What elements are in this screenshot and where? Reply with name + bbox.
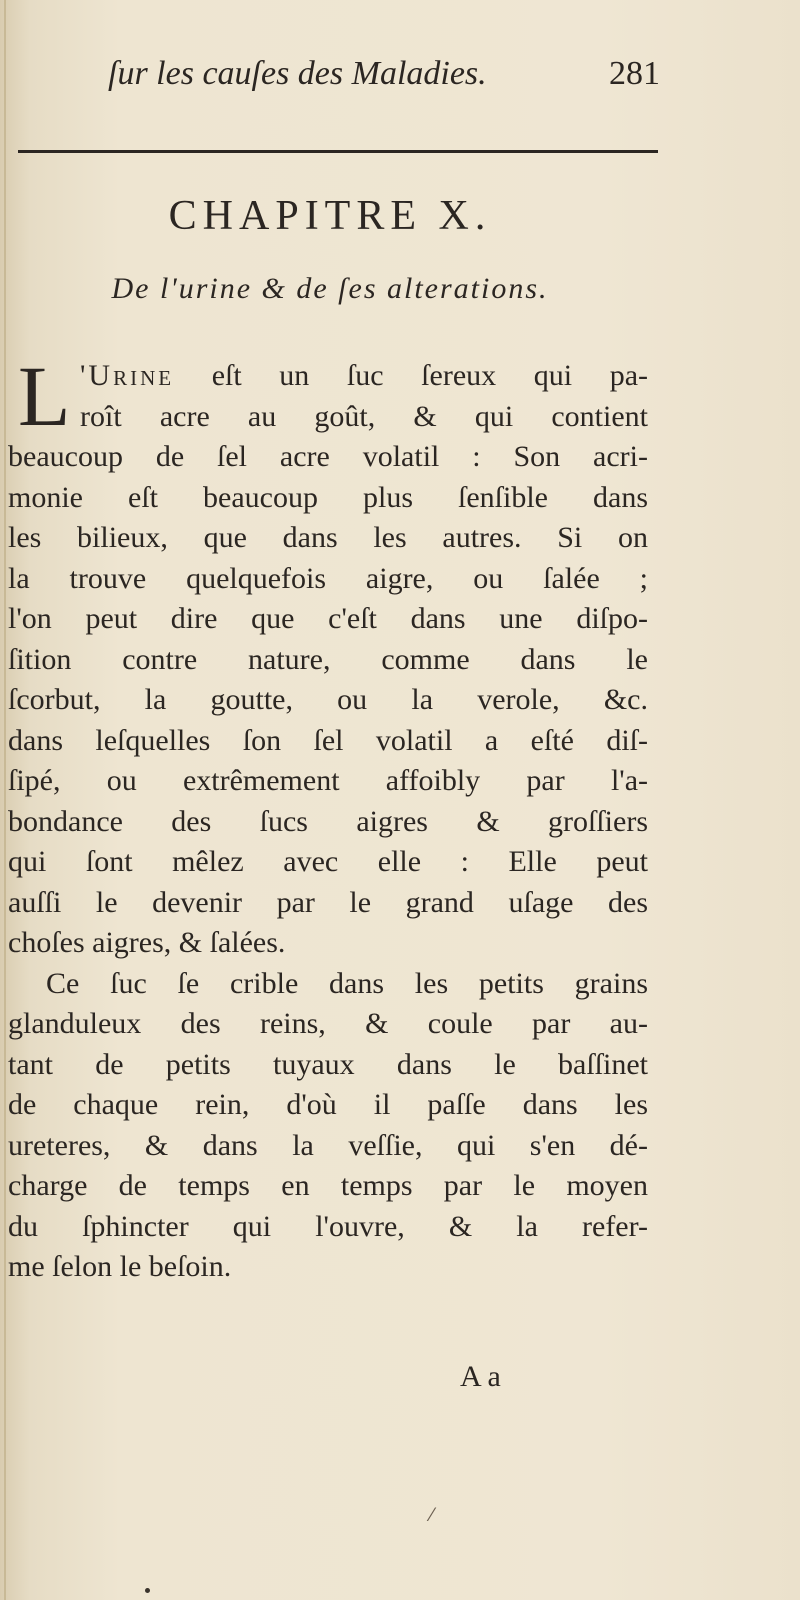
text-line: auſſi le devenir par le grand uſage des — [8, 885, 648, 919]
text-line: Ce ſuc ſe crible dans les petits grains — [46, 966, 648, 1000]
text-line: la trouve quelquefois aigre, ou ſalée ; — [8, 561, 648, 595]
text-line: de chaque rein, d'où il paſſe dans les — [8, 1088, 648, 1121]
text-line: qui ſont mêlez avec elle : Elle peut — [8, 845, 648, 878]
ink-mark: ⁄ — [430, 1505, 434, 1526]
text-line: dans leſquelles ſon ſel volatil a eſté diſ- — [8, 723, 648, 757]
first-line-rest: eſt un ſuc ſereux qui pa- — [174, 359, 648, 392]
text-line: roît acre au goût, & qui contient — [80, 399, 648, 433]
binding-gutter — [4, 0, 6, 1600]
body-text — [8, 348, 648, 1288]
text-line: du ſphincter qui l'ouvre, & la refer- — [8, 1209, 648, 1243]
paragraph-2 — [8, 964, 648, 1288]
text-line: ſcorbut, la goutte, ou la verole, &c. — [8, 683, 648, 716]
text-line: charge de temps en temps par le moyen — [8, 1169, 648, 1202]
paragraph-1 — [8, 348, 648, 964]
text-line: ſition contre nature, comme dans le — [8, 642, 648, 676]
text-line: me ſelon le beſoin. — [8, 1250, 232, 1283]
text-line: bondance des ſucs aigres & groſſiers — [8, 804, 648, 838]
running-head-title: ſur les cauſes des Maladies. — [108, 55, 487, 92]
catchword: A a — [460, 1360, 501, 1393]
text-line: glanduleux des reins, & coule par au- — [8, 1007, 648, 1040]
chapter-subtitle: De l'urine & de ſes alterations. — [111, 272, 549, 305]
text-line: monie eſt beaucoup plus ſenſible dans — [8, 480, 648, 514]
ink-dot — [145, 1588, 150, 1593]
page-number: 281 — [609, 55, 660, 92]
running-head — [100, 55, 660, 105]
header-rule — [18, 150, 658, 153]
drop-cap: L — [18, 348, 71, 444]
text-line: ureteres, & dans la veſſie, qui s'en dé- — [8, 1128, 648, 1162]
text-line: les bilieux, que dans les autres. Si on — [8, 521, 648, 554]
text-line: choſes aigres, & ſalées. — [8, 926, 286, 959]
chapter-heading: CHAPITRE X. — [168, 193, 492, 239]
text-line — [8, 356, 648, 397]
text-line: ſipé, ou extrêmement affoibly par l'a- — [8, 764, 648, 797]
text-line: l'on peut dire que c'eſt dans une diſpo- — [8, 602, 648, 635]
text-line: tant de petits tuyaux dans le baſſinet — [8, 1047, 648, 1081]
lead-word: 'Urine — [80, 359, 175, 392]
text-line: beaucoup de ſel acre volatil : Son acri- — [8, 440, 648, 473]
